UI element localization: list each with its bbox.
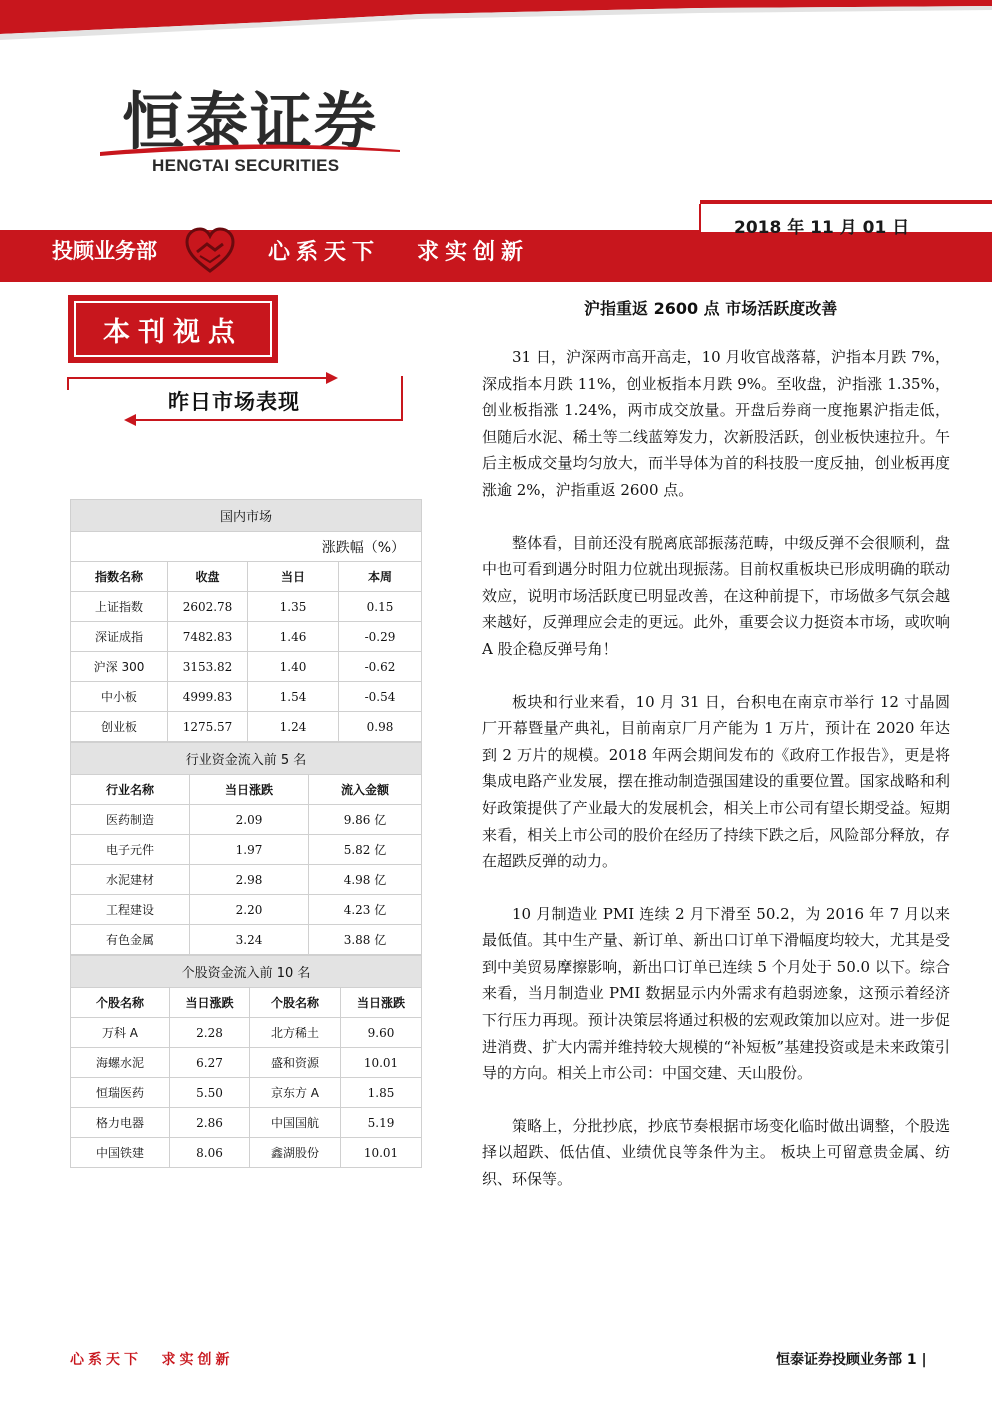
brand-logo	[100, 70, 400, 185]
footer-slogan-right: 求实创新	[161, 1352, 234, 1368]
table-row: 电子元件 1.97 5.82 亿	[71, 835, 422, 865]
table-row: 恒瑞医药 5.50 京东方 A 1.85	[71, 1078, 422, 1108]
brand-name-cn: 恒泰证券	[122, 85, 379, 158]
footer-slogan-left: 心系天下	[70, 1352, 142, 1368]
department-name: 投顾业务部	[52, 239, 157, 263]
col-header: 当日	[248, 562, 339, 592]
brand-name-en: HENGTAI SECURITIES	[152, 156, 340, 175]
industry-inflow-title: 行业资金流入前 5 名	[71, 743, 422, 775]
article-paragraph: 31 日，沪深两市高开高走，10 月收官战落幕，沪指本月跌 7%，深成指本月跌 11%，创业板指本月跌 9%。至收盘，沪指涨 1.35%，创业板指涨 1.24%，两市成交放量。开盘后券商一度拖累沪指走低，但随后水泥、稀土等二线蓝筹发力，次新股活跃，创业板快速拉升。午后主板成交量均匀放大，而半导体为首的科技股一度反抽，创业板再度涨逾 2%，沪指重返 2600 点。	[482, 348, 950, 499]
footer-page-label: 恒泰证券投顾业务部 1 |	[776, 1352, 927, 1368]
col-header: 本周	[339, 562, 422, 592]
yesterday-market-title: 昨日市场表现	[168, 389, 300, 414]
viewpoint-banner	[68, 295, 278, 363]
article-title: 沪指重返 2600 点 市场活跃度改善	[584, 299, 838, 318]
table-row: 上证指数 2602.78 1.35 0.15	[71, 592, 422, 622]
table-row: 创业板 1275.57 1.24 0.98	[71, 712, 422, 742]
table-row: 海螺水泥 6.27 盛和资源 10.01	[71, 1048, 422, 1078]
report-date: 2018 年 11 月 01 日	[734, 218, 910, 238]
slogan-left: 心系天下	[268, 240, 381, 265]
footer-slogan	[70, 1349, 234, 1369]
table-row: 医药制造 2.09 9.86 亿	[71, 805, 422, 835]
col-header: 行业名称	[71, 775, 190, 805]
article-paragraph: 整体看，目前还没有脱离底部振荡范畴，中级反弹不会很顺利，盘中也可看到遇分时阻力位就出现振荡。目前权重板块已形成明确的联动效应，说明市场活跃度已明显改善，在这种前提下，市场做多气氛会越来越好，反弹理应会走的更远。此外，重要会议力挺资本市场，或吹响 A 股企稳反弹号角！	[482, 533, 950, 658]
col-header: 当日涨跌	[341, 988, 422, 1018]
article-body	[482, 344, 950, 1219]
table-row: 格力电器 2.86 中国国航 5.19	[71, 1108, 422, 1138]
table-row: 中小板 4999.83 1.54 -0.54	[71, 682, 422, 712]
col-header: 当日涨跌	[190, 775, 309, 805]
table-row: 深证成指 7482.83 1.46 -0.29	[71, 622, 422, 652]
slogan-right: 求实创新	[417, 240, 530, 265]
article-paragraph: 10 月制造业 PMI 连续 2 月下滑至 50.2，为 2016 年 7 月以来最低值。其中生产量、新订单、新出口订单下滑幅度均较大，尤其是受到中美贸易摩擦影响，新出口订单已连续 5 个月处于 50.0 以下。综合来看，当月制造业 PMI 数据显示内外需求有趋弱迹象，这预示着经济下行压力再现。预计决策层将通过积极的宏观政策加以应对。进一步促进消费、扩大内需并维持较大规模的“补短板”基建投资或是未来政策引导的方向。相关上市公司：中国交建、天山股份。	[482, 904, 950, 1083]
col-header: 指数名称	[71, 562, 168, 592]
heart-hands-icon	[185, 226, 235, 276]
table-row: 工程建设 2.20 4.23 亿	[71, 895, 422, 925]
col-header: 流入金额	[309, 775, 422, 805]
domestic-market-table	[70, 499, 422, 742]
col-header: 个股名称	[250, 988, 341, 1018]
table-row: 有色金属 3.24 3.88 亿	[71, 925, 422, 955]
domestic-market-title: 国内市场	[71, 500, 422, 532]
article-paragraph: 策略上，分批抄底，抄底节奏根据市场变化临时做出调整，个股选择以超跌、低估值、业绩优良等条件为主。 板块上可留意贵金属、纺织、环保等。	[482, 1116, 950, 1189]
market-tables	[70, 499, 421, 1168]
table-row: 沪深 300 3153.82 1.40 -0.62	[71, 652, 422, 682]
col-header: 个股名称	[71, 988, 170, 1018]
viewpoint-title: 本刊视点	[103, 316, 243, 348]
top-red-band	[0, 0, 992, 60]
change-unit-label: 涨跌幅（%）	[71, 532, 422, 562]
industry-inflow-table	[70, 742, 422, 955]
stock-inflow-table	[70, 955, 422, 1168]
article-paragraph: 板块和行业来看，10 月 31 日，台积电在南京市举行 12 寸晶圆厂开幕暨量产典礼，目前南京厂月产能为 1 万片，预计在 2020 年达到 2 万片的规模。2018 年两会期间发布的《政府工作报告》，更是将集成电路产业发展，摆在推动制造强国建设的重要位置。国家战略和利好政策提供了产业最大的发展机会，相关上市公司有望长期受益。短期来看，相关上市公司的股价在经历了持续下跌之后，风险部分释放，存在超跌反弹的动力。	[482, 692, 950, 871]
col-header: 收盘	[168, 562, 248, 592]
col-header: 当日涨跌	[170, 988, 250, 1018]
table-row: 万科 A 2.28 北方稀土 9.60	[71, 1018, 422, 1048]
stock-inflow-title: 个股资金流入前 10 名	[71, 956, 422, 988]
table-row: 水泥建材 2.98 4.98 亿	[71, 865, 422, 895]
table-row: 中国铁建 8.06 鑫湖股份 10.01	[71, 1138, 422, 1168]
